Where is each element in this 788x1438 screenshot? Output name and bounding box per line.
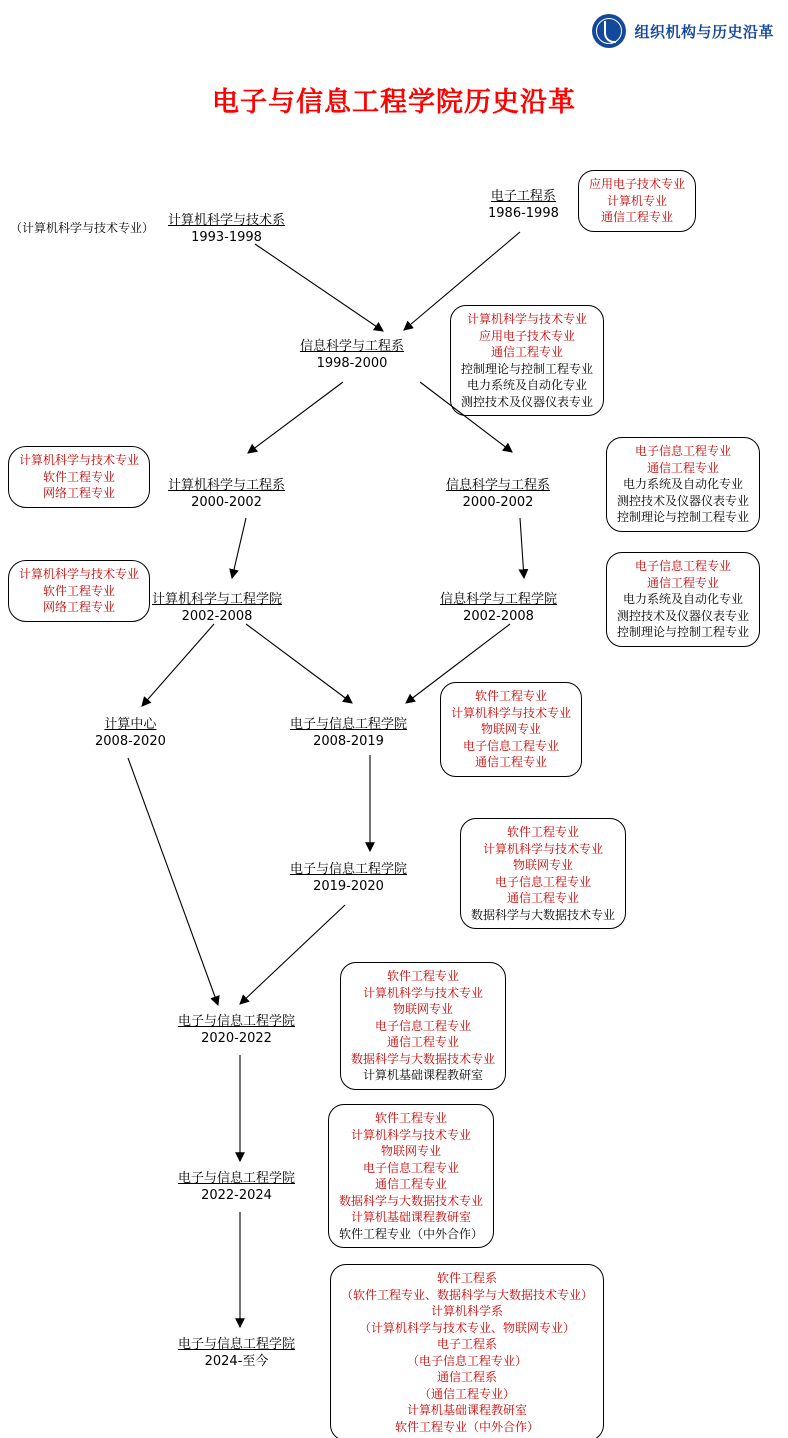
programs-box-eie-2019: 软件工程专业 计算机科学与技术专业 物联网专业 电子信息工程专业 通信工程专业 数据科学与大数据技术专业 <box>460 818 626 929</box>
node-cs-dept: 计算机科学与技术系 1993-1998 <box>168 213 286 245</box>
emblem-icon <box>592 14 626 48</box>
node-eie-college-2008: 电子与信息工程学院 2008-2019 <box>290 717 408 749</box>
programs-box-eie-2008: 软件工程专业 计算机科学与技术专业 物联网专业 电子信息工程专业 通信工程专业 <box>440 682 582 777</box>
site-logo <box>592 14 774 48</box>
node-electronic-engineering-dept: 电子工程系 1986-1998 <box>488 189 559 221</box>
node-cs-dept-prefix: （计算机科学与技术专业） <box>10 221 155 235</box>
programs-box-cse-2000: 计算机科学与技术专业 软件工程专业 网络工程专业 <box>8 446 150 508</box>
programs-box-info-2000: 电子信息工程专业 通信工程专业 电力系统及自动化专业 测控技术及仪器仪表专业 控制理论与控制工程专业 <box>606 437 760 532</box>
programs-box-eie-2022: 软件工程专业 计算机科学与技术专业 物联网专业 电子信息工程专业 通信工程专业 数据科学与大数据技术专业 计算机基础课程教研室 软件工程专业（中外合作） <box>328 1104 494 1248</box>
programs-box-cse-2002: 计算机科学与技术专业 软件工程专业 网络工程专业 <box>8 560 150 622</box>
node-info-sci-eng-college-2002: 信息科学与工程学院 2002-2008 <box>440 592 558 624</box>
node-info-sci-eng-dept-1998: 信息科学与工程系 1998-2000 <box>300 339 405 371</box>
programs-box-info-1998: 计算机科学与技术专业 应用电子技术专业 通信工程专业 控制理论与控制工程专业 电力系统及自动化专业 测控技术及仪器仪表专业 <box>450 305 604 416</box>
node-cse-dept-2000: 计算机科学与工程系 2000-2002 <box>168 478 286 510</box>
node-info-sci-eng-dept-2000: 信息科学与工程系 2000-2002 <box>446 478 551 510</box>
programs-box-electronic-engineering-dept: 应用电子技术专业 计算机专业 通信工程专业 <box>578 170 696 232</box>
node-eie-college-2024: 电子与信息工程学院 2024-至今 <box>178 1337 296 1369</box>
programs-box-info-2002: 电子信息工程专业 通信工程专业 电力系统及自动化专业 测控技术及仪器仪表专业 控制理论与控制工程专业 <box>606 552 760 647</box>
programs-box-eie-2020: 软件工程专业 计算机科学与技术专业 物联网专业 电子信息工程专业 通信工程专业 数据科学与大数据技术专业 计算机基础课程教研室 <box>340 962 506 1090</box>
programs-box-eie-2024: 软件工程系 （软件工程专业、数据科学与大数据技术专业） 计算机科学系 （计算机科学与技术专业、物联网专业） 电子工程系 （电子信息工程专业） 通信工程系 （通信工程专业） 计算机基础课程教研室 软件工程专业（中外合作） <box>330 1264 604 1438</box>
node-eie-college-2022: 电子与信息工程学院 2022-2024 <box>178 1171 296 1203</box>
node-eie-college-2020: 电子与信息工程学院 2020-2022 <box>178 1014 296 1046</box>
node-computing-center: 计算中心 2008-2020 <box>95 717 166 749</box>
node-eie-college-2019: 电子与信息工程学院 2019-2020 <box>290 862 408 894</box>
logo-text: 组织机构与历史沿革 <box>634 22 774 41</box>
page-title: 电子与信息工程学院历史沿革 <box>212 87 576 118</box>
node-cse-college-2002: 计算机科学与工程学院 2002-2008 <box>152 592 283 624</box>
